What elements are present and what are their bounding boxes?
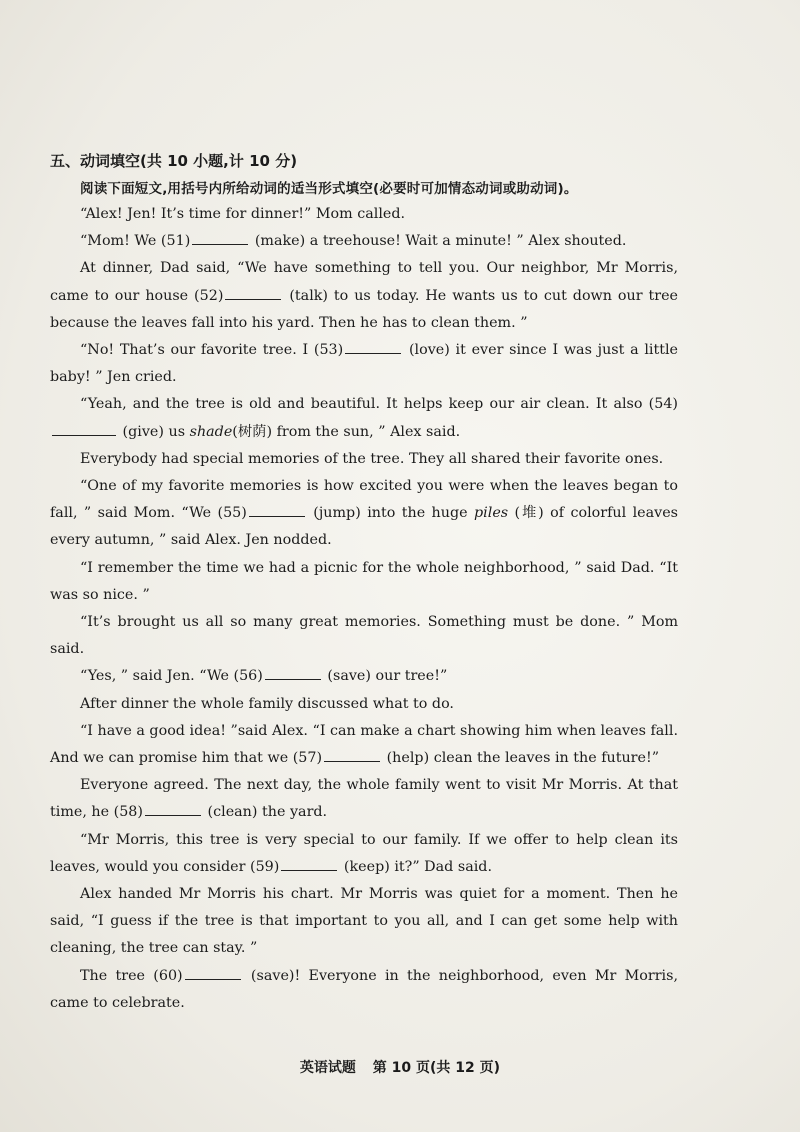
passage-paragraph xyxy=(50,691,678,718)
answer-blank[interactable] xyxy=(185,967,241,980)
passage-text: “No! That’s our favorite tree. I (53) xyxy=(80,342,344,359)
section-instructions: 阅读下面短文,用括号内所给动词的适当形式填空(必要时可加情态动词或助动词)。 xyxy=(80,181,578,197)
passage xyxy=(50,201,678,1017)
passage-paragraph xyxy=(50,718,678,772)
passage-text: (make) a treehouse! Wait a minute! ” Alex shouted. xyxy=(250,233,627,250)
italic-word: piles xyxy=(474,505,509,522)
passage-text: (堆) of colorful leaves every autumn, ” said Alex. Jen nodded. xyxy=(50,505,678,549)
answer-blank[interactable] xyxy=(145,803,201,816)
passage-text: Everyone agreed. The next day, the whole family went to visit Mr Morris. At that time, he (58) xyxy=(50,777,678,821)
passage-text: “Yeah, and the tree is old and beautiful. It helps keep our air clean. It also (54) xyxy=(80,396,678,413)
passage-paragraph xyxy=(50,228,678,255)
passage-paragraph xyxy=(50,446,678,473)
answer-blank[interactable] xyxy=(281,858,337,871)
answer-blank[interactable] xyxy=(225,287,281,300)
passage-text: (give) us xyxy=(118,423,190,440)
answer-blank[interactable] xyxy=(52,423,116,436)
passage-text: (jump) into the huge xyxy=(306,505,475,522)
passage-text: “One of my favorite memories is how excited you were when the leaves began to fall, ” said Mom. “We (55) xyxy=(50,478,678,522)
passage-text: “I remember the time we had a picnic for the whole neighborhood, ” said Dad. “It was so nice. ” xyxy=(50,559,678,603)
passage-text: At dinner, Dad said, “We have something to tell you. Our neighbor, Mr Morris, came to our house (52) xyxy=(50,260,678,304)
passage-text: (save) our tree!” xyxy=(322,668,448,685)
answer-blank[interactable] xyxy=(324,749,380,762)
passage-paragraph xyxy=(50,201,678,228)
italic-word: shade xyxy=(189,423,233,440)
passage-text: “I have a good idea! ”said Alex. “I can make a chart showing him when leaves fall. And we can promise him that we (57) xyxy=(50,722,678,767)
passage-paragraph xyxy=(50,391,678,445)
passage-paragraph xyxy=(50,881,678,963)
passage-paragraph xyxy=(50,555,678,609)
passage-paragraph xyxy=(50,337,678,391)
passage-text: (树荫) from the sun, ” Alex said. xyxy=(232,423,461,440)
passage-text: Alex handed Mr Morris his chart. Mr Morris was quiet for a moment. Then he said, “I guess if the tree is that important to you all, and I can get some help with cleaning, the tree can stay. ” xyxy=(50,886,678,957)
page-footer xyxy=(0,1057,800,1077)
footer-subject: 英语试题 xyxy=(299,1060,356,1076)
passage-paragraph xyxy=(50,827,678,881)
passage-text: (talk) to us today. He wants us to cut down our tree because the leaves fall into his yard. Then he has to clean them. ” xyxy=(50,287,678,331)
passage-text: Everybody had special memories of the tree. They all shared their favorite ones. xyxy=(80,450,664,467)
passage-paragraph xyxy=(50,255,678,337)
passage-text: (love) it ever since I was just a little baby! ” Jen cried. xyxy=(50,342,679,386)
passage-text: “Mr Morris, this tree is very special to our family. If we offer to help clean its leaves, would you consider (59) xyxy=(50,831,678,875)
passage-paragraph xyxy=(50,772,678,826)
passage-paragraph xyxy=(50,663,678,690)
answer-blank[interactable] xyxy=(345,341,401,354)
answer-blank[interactable] xyxy=(192,232,248,245)
section-title: 五、动词填空(共 10 小题,计 10 分) xyxy=(50,152,298,170)
passage-text: (keep) it?” Dad said. xyxy=(339,858,492,875)
passage-text: (clean) the yard. xyxy=(203,804,328,821)
passage-paragraph xyxy=(50,473,678,555)
footer-page-number: 第 10 页(共 12 页) xyxy=(372,1060,501,1076)
passage-text: (save)! Everyone in the neighborhood, even Mr Morris, came to celebrate. xyxy=(50,967,678,1011)
answer-blank[interactable] xyxy=(249,504,305,517)
passage-paragraph xyxy=(50,963,678,1017)
passage-text: “Yes, ” said Jen. “We (56) xyxy=(80,668,263,685)
passage-text: “Mom! We (51) xyxy=(80,233,191,250)
answer-blank[interactable] xyxy=(265,667,321,680)
passage-text: “Alex! Jen! It’s time for dinner!” Mom called. xyxy=(80,206,406,222)
passage-text: After dinner the whole family discussed what to do. xyxy=(80,695,454,712)
passage-text: The tree (60) xyxy=(80,967,183,984)
passage-text: (help) clean the leaves in the future!” xyxy=(382,750,660,767)
passage-text: “It’s brought us all so many great memories. Something must be done. ” Mom said. xyxy=(50,614,678,658)
section-five xyxy=(50,150,678,1017)
passage-paragraph xyxy=(50,609,678,663)
